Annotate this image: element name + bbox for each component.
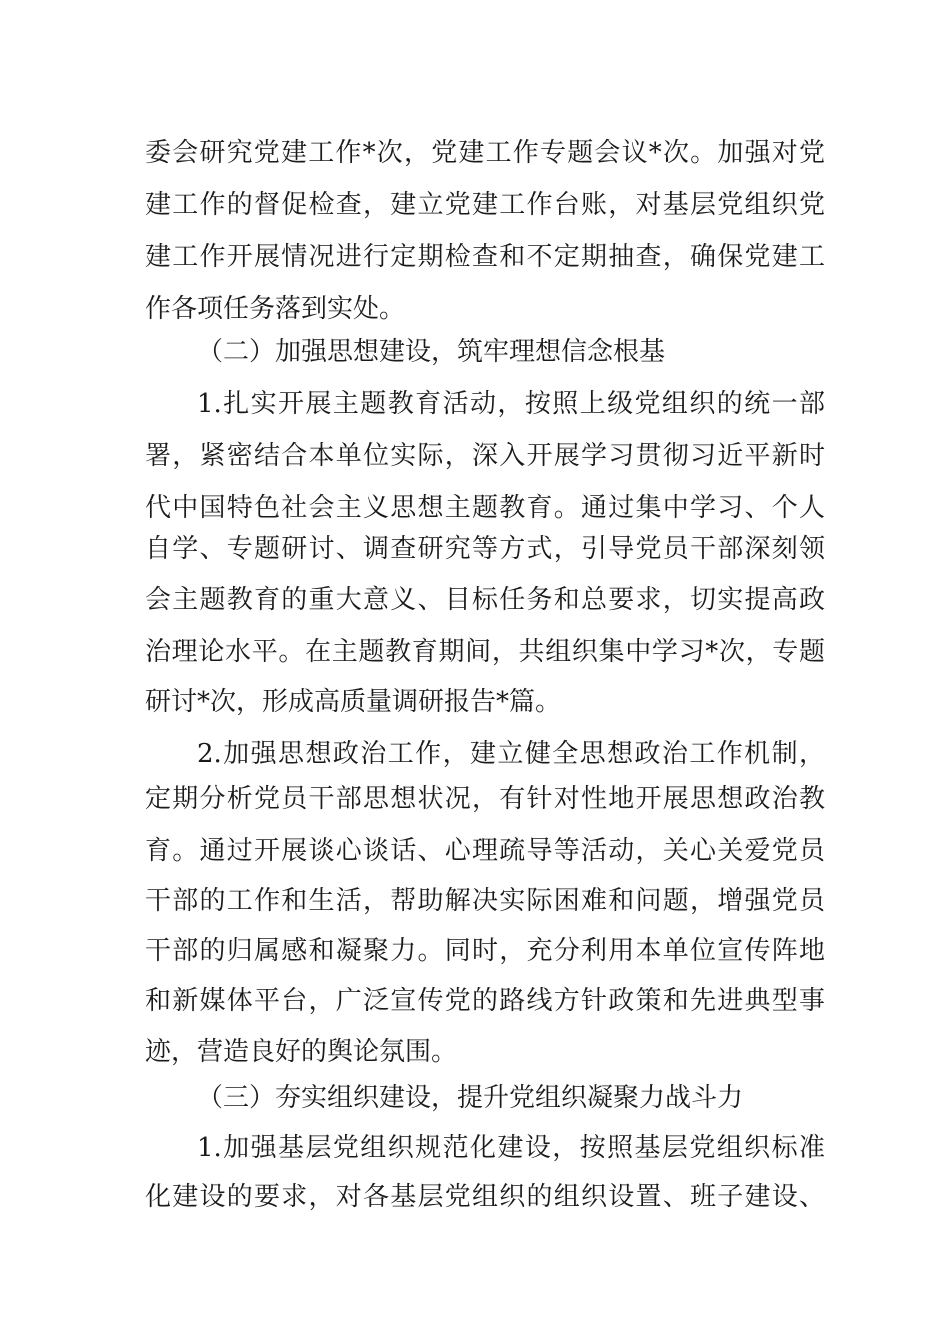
text-line: 育。通过开展谈心谈话、心理疏导等活动，关心关爱党员 (145, 836, 825, 866)
text-line: 1.加强基层党组织规范化建设，按照基层党组织标准 (197, 1133, 825, 1163)
text-line: 迹，营造良好的舆论氛围。 (145, 1037, 458, 1067)
text-line: 化建设的要求，对各基层党组织的组织设置、班子建设、 (145, 1182, 825, 1212)
text-line: 研讨*次，形成高质量调研报告*篇。 (145, 687, 562, 717)
section-heading: （二）加强思想建设，筑牢理想信念根基 (197, 337, 666, 367)
text-line: 治理论水平。在主题教育期间，共组织集中学习*次，专题 (145, 637, 825, 667)
text-line: 定期分析党员干部思想状况，有针对性地开展思想政治教 (145, 784, 825, 814)
text-line: 干部的工作和生活，帮助解决实际困难和问题，增强党员 (145, 886, 825, 916)
text-line: 1.扎实开展主题教育活动，按照上级党组织的统一部 (197, 389, 825, 419)
text-line: 会主题教育的重大意义、目标任务和总要求，切实提高政 (145, 585, 825, 615)
text-line: 委会研究党建工作*次，党建工作专题会议*次。加强对党 (145, 138, 825, 168)
section-heading: （三）夯实组织建设，提升党组织凝聚力战斗力 (197, 1083, 744, 1113)
text-line: 作各项任务落到实处。 (145, 294, 406, 324)
text-line: 代中国特色社会主义思想主题教育。通过集中学习、个人 (145, 493, 825, 523)
text-line: 2.加强思想政治工作，建立健全思想政治工作机制， (197, 739, 825, 769)
text-line: 署，紧密结合本单位实际，深入开展学习贯彻习近平新时 (145, 441, 825, 471)
text-line: 干部的归属感和凝聚力。同时，充分利用本单位宣传阵地 (145, 936, 825, 966)
text-line: 建工作的督促检查，建立党建工作台账，对基层党组织党 (145, 190, 825, 220)
text-line: 和新媒体平台，广泛宣传党的路线方针政策和先进典型事 (145, 986, 825, 1016)
text-line: 自学、专题研讨、调查研究等方式，引导党员干部深刻领 (145, 534, 825, 564)
text-line: 建工作开展情况进行定期检查和不定期抽查，确保党建工 (145, 242, 825, 272)
